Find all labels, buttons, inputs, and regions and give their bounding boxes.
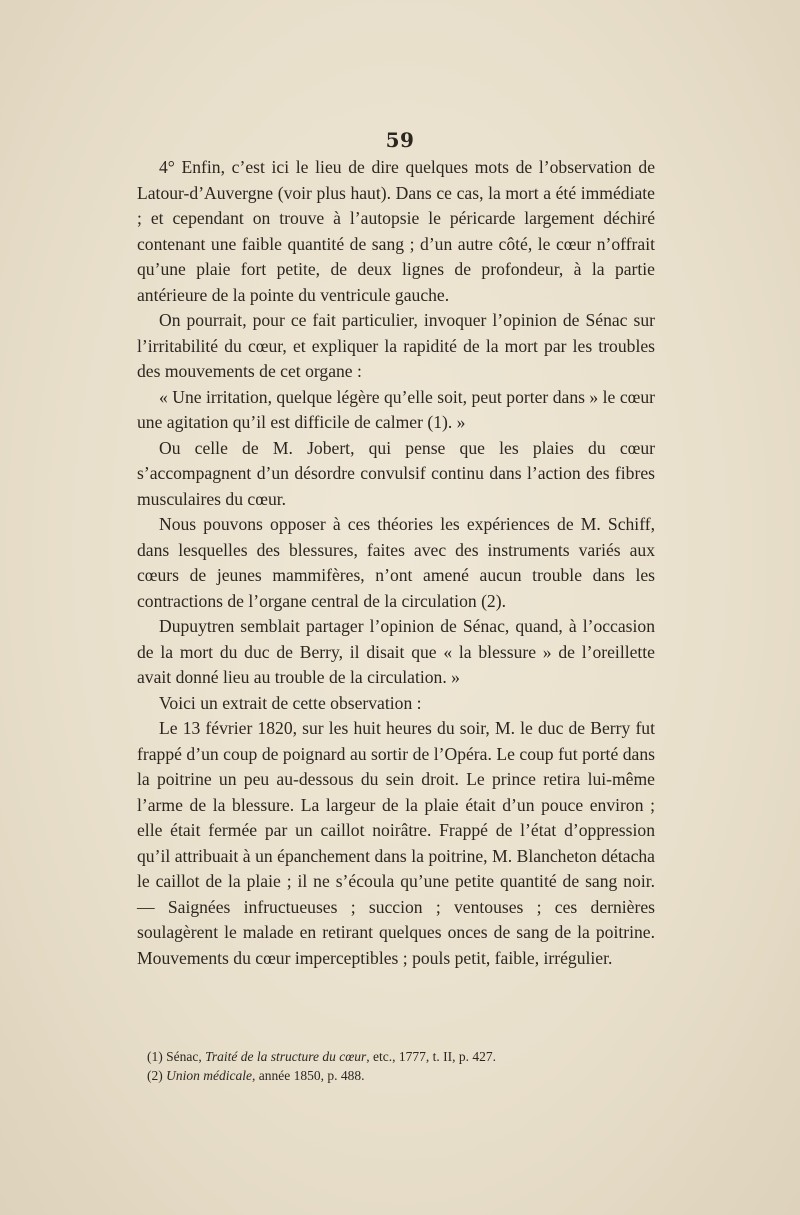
paragraph-duc-de-berry: Le 13 février 1820, sur les huit heures du soir, M. le duc de Berry fut frappé d’un coup de poignard au sortir de l’Opéra. Le coup fut porté dans la poitrine un peu au-dessous du sein droit. Le prince retira lui-même l’arme de la blessure. La largeur de la plaie était d’un pouce environ ; elle était fermée par un caillot noirâtre. Frappé de l’état d’oppression qu’il attribuait à un épanchement dans la poitrine, M. Blancheton détacha le caillot de la plaie ; il ne s’écoula qu’une petite quantité de sang noir. — Saignées infructueuses ; succion ; ventouses ; ces dernières soulagèrent le malade en retirant quelques onces de sang de la poitrine. Mouvements du cœur imperceptibles ; pouls petit, faible, irrégulier. — [137, 718, 655, 968]
footnote-title: Traité de la structure du cœur — [205, 1049, 367, 1064]
footnote-reference: , etc., 1777, t. II, p. 427. — [366, 1049, 496, 1064]
footnote-reference: , année 1850, p. 488. — [251, 1068, 365, 1083]
footnote-marker: (2) — [147, 1068, 167, 1083]
paragraph-latour-auvergne: 4° Enfin, c’est ici le lieu de dire quelques mots de l’observation de Latour-d’Auvergne (voir plus haut). Dans ce cas, la mort a été immédiate ; et cependant on trouve à l’autopsie le péricarde largement déchiré contenant une faible quantité de sang ; d’un autre côté, le cœur n’offrait qu’une plaie fort petite, de deux lignes de profondeur, à la partie antérieure de la pointe du ventricule gauche. — [137, 157, 655, 305]
footnote-2 — [147, 1066, 647, 1085]
paragraph-senac-opinion: On pourrait, pour ce fait particulier, invoquer l’opinion de Sénac sur l’irritabilité du cœur, et expliquer la rapidité de la mort par les troubles des mouvements de cet organe : — [137, 310, 655, 381]
footnote-title: Union médicale — [166, 1068, 252, 1083]
footnotes — [147, 1047, 647, 1085]
footnote-author: Sénac, — [166, 1049, 206, 1064]
footnote-1 — [147, 1047, 647, 1066]
paragraph-extract-intro: Voici un extrait de cette observation : — [159, 692, 422, 713]
page-number: 59 — [385, 128, 415, 152]
paragraph-dupuytren: Dupuytren semblait partager l’opinion de Sénac, quand, à l’occasion de la mort du duc de Berry, il disait que « la blessure » de l’oreillette avait donné lieu au trouble de la circulation. » — [137, 616, 655, 687]
paragraph-schiff: Nous pouvons opposer à ces théories les expériences de M. Schiff, dans lesquelles des blessures, faites avec des instruments variés aux cœurs de jeunes mammifères, n’ont amené aucun trouble dans les contractions de l’organe central de la circulation (2). — [137, 514, 655, 611]
paragraph-jobert: Ou celle de M. Jobert, qui pense que les plaies du cœur s’accompagnent d’un désordre convulsif continu dans l’action des fibres musculaires du cœur. — [137, 437, 655, 509]
footnote-marker: (1) — [147, 1049, 167, 1064]
body-text — [137, 155, 655, 971]
paragraph-senac-quote: « Une irritation, quelque légère qu’elle soit, peut porter dans » le cœur une agitation qu’il est difficile de calmer (1). » — [137, 386, 655, 432]
